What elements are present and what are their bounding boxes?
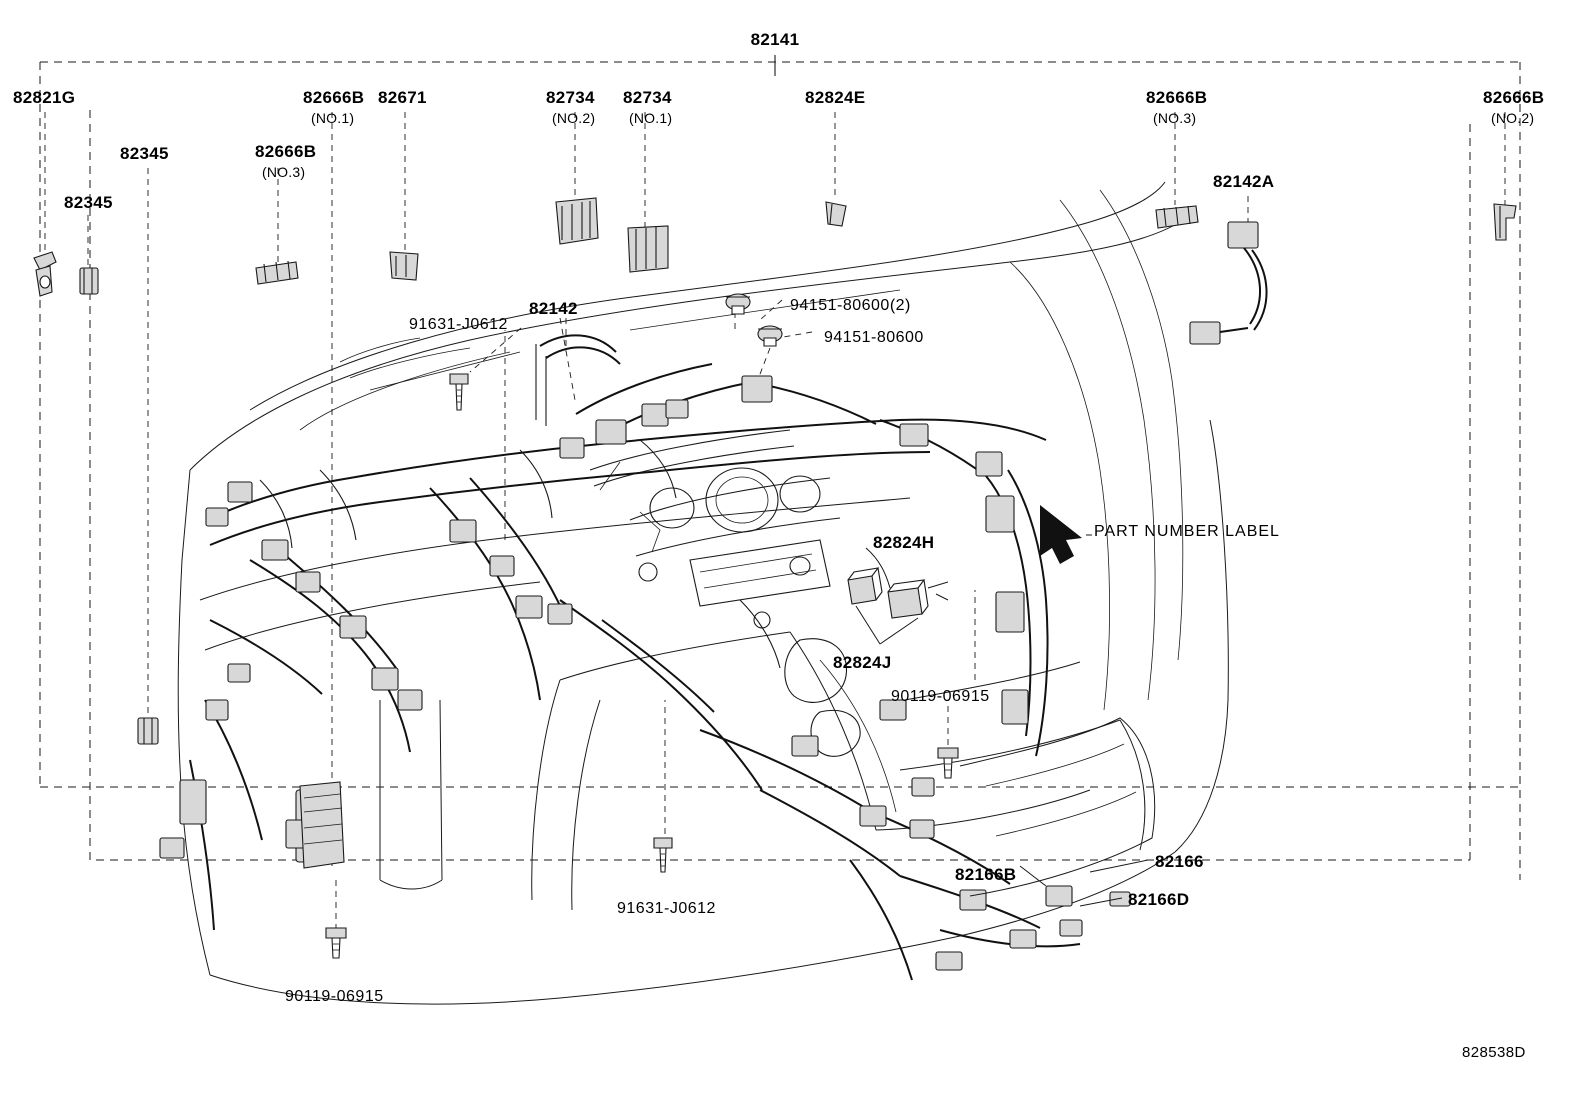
part-82666B-no3-right-icon (1156, 206, 1198, 228)
part-94151-80600-nut (758, 326, 782, 346)
callout-82166D: 82166D (1128, 890, 1190, 909)
part-number-label-arrow (1040, 505, 1092, 564)
callout-82824E: 82824E (805, 88, 866, 107)
callout-91631-J0612-lower: 91631-J0612 (617, 900, 716, 917)
callout-82345-b: 82345 (64, 193, 113, 212)
part-82345-icon-a (80, 268, 98, 294)
callout-82666B-no2-sub: (NO.2) (1491, 110, 1535, 126)
part-82666B-no3-left-icon (256, 261, 298, 284)
part-82821G-icon (34, 252, 56, 296)
leader-lines (45, 112, 1505, 930)
callout-82666B-no3-left-sub: (NO.3) (262, 164, 306, 180)
callout-82141: 82141 (750, 30, 800, 49)
callout-82666B-no2: 82666B (1483, 88, 1545, 107)
part-94151-80600-2-nut (726, 294, 750, 314)
callout-82671: 82671 (378, 88, 427, 107)
callout-82821G: 82821G (13, 88, 76, 107)
part-90119-06915-bolt-right (938, 748, 958, 778)
clip-lower-left-icon (138, 718, 158, 744)
callout-94151-80600-2: 94151-80600(2) (790, 297, 911, 314)
part-82824H-icon (888, 580, 928, 618)
part-82142A-icon (1190, 222, 1267, 344)
part-82671-icon (390, 252, 418, 280)
callout-82824J: 82824J (833, 653, 892, 672)
callout-82666B-no3-left: 82666B (255, 142, 317, 161)
callout-82666B-no3-right-sub: (NO.3) (1153, 110, 1197, 126)
part-91631-J0612-bolt-upper (450, 374, 468, 410)
callout-82345-a: 82345 (120, 144, 169, 163)
callout-82142A: 82142A (1213, 172, 1275, 191)
callout-82734-no1: 82734 (623, 88, 672, 107)
instrument-cluster (590, 430, 860, 756)
callout-94151-80600: 94151-80600 (824, 329, 924, 346)
callout-90119-06915-right: 90119-06915 (891, 688, 990, 705)
part-91631-J0612-bolt-lower (654, 838, 672, 872)
callout-82734-no1-sub: (NO.1) (629, 110, 673, 126)
part-82824E-icon (826, 202, 846, 226)
part-90119-06915-bolt-left (326, 928, 346, 958)
callout-82734-no2-sub: (NO.2) (552, 110, 596, 126)
outer-dashed-frame (40, 62, 1520, 880)
callout-82666B-no1-sub: (NO.1) (311, 110, 355, 126)
callout-82734-no2: 82734 (546, 88, 595, 107)
callout-82666B-no1: 82666B (303, 88, 365, 107)
part-number-label-text: PART NUMBER LABEL (1094, 523, 1280, 540)
part-82734-no2-icon (556, 198, 598, 244)
part-82734-no1-icon (628, 226, 668, 272)
callout-leader-82142 (536, 318, 620, 426)
part-82824J-icon (848, 568, 882, 604)
part-82666B-no2-icon (1494, 204, 1516, 240)
callout-82666B-no3-right: 82666B (1146, 88, 1208, 107)
callout-91631-J0612-upper: 91631-J0612 (409, 316, 508, 333)
junction-block (300, 782, 344, 868)
callout-82142: 82142 (529, 299, 578, 318)
callout-90119-06915-left: 90119-06915 (285, 988, 384, 1005)
figure-code: 828538D (1462, 1044, 1526, 1061)
callout-82166B: 82166B (955, 865, 1017, 884)
callout-82824H: 82824H (873, 533, 935, 552)
callout-82166: 82166 (1155, 852, 1204, 871)
